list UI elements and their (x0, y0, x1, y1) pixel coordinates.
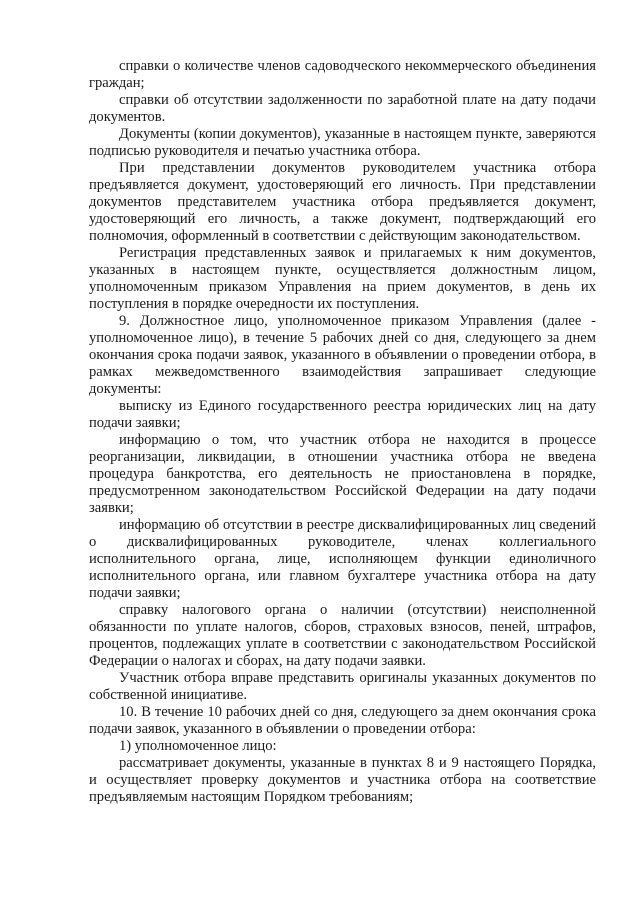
paragraph-reorganizatsiya: информацию о том, что участник отбора не находится в процессе реорганизации, ликвидации, в отношении участника отбора не введена процедура банкротства, его деятельность не приостановлена в порядке, предусмотренном законодательством Российской Федерации на дату подачи заявки; (89, 432, 596, 516)
paragraph-punkt-10: 10. В течение 10 рабочих дней со дня, следующего за днем окончания срока подачи заявок, указанного в объявлении о проведении отбора: (89, 704, 596, 737)
paragraph-sadovod-spravka: справки о количестве членов садоводческого некоммерческого объединения граждан; (89, 58, 596, 91)
paragraph-registratsiya: Регистрация представленных заявок и прилагаемых к ним документов, указанных в настоящем пункте, осуществляется должностным лицом, уполномоченным приказом Управления на прием документов, в день их поступления в порядке очередности их поступления. (89, 245, 596, 312)
paragraph-upolnomochennoe-litso: 1) уполномоченное лицо: (119, 738, 277, 754)
paragraph-predstavlenie: При представлении документов руководителем участника отбора предъявляется документ, удостоверяющий его личность. При представлении документов представителем участника отбора предъявляется документ, удостоверяющий его личность, а также документ, подтверждающий его полномочия, оформленный в соответствии с действующим законодательством. (89, 160, 596, 244)
document-body (89, 58, 596, 806)
paragraph-originaly: Участник отбора вправе представить оригиналы указанных документов по собственной инициативе. (89, 670, 596, 703)
paragraph-punkt-9: 9. Должностное лицо, уполномоченное приказом Управления (далее - уполномоченное лицо), в течение 5 рабочих дней со дня, следующего за днем окончания срока подачи заявок, указанного в объявлении о проведении отбора, в рамках межведомственного взаимодействия запрашивает следующие документы: (89, 313, 596, 397)
paragraph-diskvalifikatsiya: информацию об отсутствии в реестре дисквалифицированных лиц сведений о дисквалифицированных руководителе, членах коллегиального исполнительного органа, лице, исполняющем функции единоличного исполнительного органа, или главном бухгалтере участника отбора на дату подачи заявки; (89, 517, 596, 601)
paragraph-nalogovaya-spravka: справку налогового органа о наличии (отсутствии) неисполненной обязанности по уплате налогов, сборов, страховых взносов, пеней, штрафов, процентов, подлежащих уплате в соответствии с законодательством Российской Федерации о налогах и сборах, на дату подачи заявки. (89, 602, 596, 669)
paragraph-zaverenie: Документы (копии документов), указанные в настоящем пункте, заверяются подписью руководителя и печатью участника отбора. (89, 126, 596, 159)
paragraph-vypiska-egryul: выписку из Единого государственного реестра юридических лиц на дату подачи заявки; (89, 398, 596, 431)
paragraph-zadolzhennost-spravka: справки об отсутствии задолженности по заработной плате на дату подачи документов. (89, 92, 596, 125)
paragraph-rassmatrivaet: рассматривает документы, указанные в пунктах 8 и 9 настоящего Порядка, и осуществляет проверку документов и участника отбора на соответствие предъявляемым настоящим Порядком требованиям; (89, 755, 596, 805)
